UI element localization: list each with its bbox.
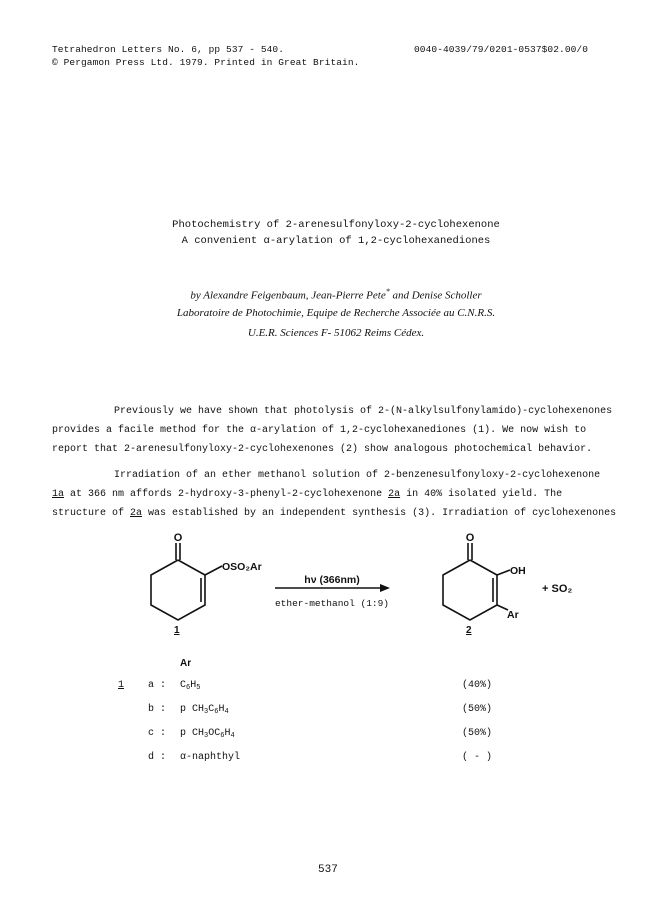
table-header-ar: Ar: [180, 658, 192, 669]
compound-label-1: 1: [174, 625, 180, 636]
text-span: was established by an independent synthesis (3). Irradiation of cyclohexenones: [142, 508, 617, 519]
paragraph-2-line-2: [52, 485, 562, 504]
aryl-label: Ar: [507, 609, 519, 621]
article-subtitle: A convenient α-arylation of 1,2-cyclohexanediones: [181, 235, 491, 247]
article-title: Photochemistry of 2-arenesulfonyloxy-2-cyclohexenone: [172, 219, 500, 231]
substituent-d: α-naphthyl: [180, 752, 241, 763]
so2-byproduct: + SO₂: [542, 583, 573, 595]
table-row: a :: [148, 680, 167, 691]
author-names: by Alexandre Feigenbaum, Jean-Pierre Pete: [190, 289, 386, 302]
compound-ref: 1a: [52, 489, 65, 500]
substituent-c: p $CH_3OC_6H_4$: [180, 728, 235, 740]
paragraph-2-line-3: [52, 504, 616, 523]
substituent-b: p $CH_3C_6H_4$: [180, 704, 229, 716]
journal-citation: Tetrahedron Letters No. 6, pp 537 - 540.: [52, 44, 285, 55]
text-span: structure of: [52, 508, 131, 519]
yield-d: ( - ): [462, 752, 493, 763]
table-row: d :: [148, 752, 167, 763]
table-row: c :: [148, 728, 167, 739]
compound-ref: 2a: [130, 508, 143, 519]
compound-ref: 2a: [388, 489, 401, 500]
yield-c: (50%): [462, 728, 493, 739]
affiliation-line-1: Laboratoire de Photochimie, Equipe de Recherche Associée au C.N.R.S.: [176, 307, 496, 319]
oxo-label-right: O: [465, 532, 475, 544]
paragraph-1-line-2: provides a facile method for the α-arylation of 1,2-cyclohexanediones (1). We now wish to: [52, 425, 587, 436]
text-span: in 40% isolated yield. The: [400, 489, 563, 500]
table-row: b :: [148, 704, 167, 715]
yield-b: (50%): [462, 704, 493, 715]
arrow-condition-bottom: ether-methanol (1:9): [274, 598, 390, 609]
table-compound-label: 1: [118, 680, 125, 691]
publisher-line: © Pergamon Press Ltd. 1979. Printed in Great Britain.: [52, 57, 360, 68]
arrow-condition-top: hν (366nm): [304, 574, 360, 586]
page-number: 537: [318, 864, 338, 876]
yield-a: (40%): [462, 680, 493, 691]
reaction-scheme: [0, 530, 672, 650]
corresponding-mark: *: [385, 287, 390, 296]
paragraph-2-line-1: Irradiation of an ether methanol solution of 2-benzenesulfonyloxy-2-cyclohexenone: [114, 470, 601, 481]
author-list: [0, 284, 672, 304]
substituent-a: $C_6H_5$: [180, 680, 201, 692]
paragraph-1-line-3: report that 2-arenesulfonyloxy-2-cyclohexenones (2) show analogous photochemical behavior.: [52, 444, 593, 455]
cyclohexenone-structure-1: [151, 543, 222, 620]
author-names-tail: and Denise Scholler: [389, 289, 482, 302]
compound-label-2: 2: [466, 625, 472, 636]
arrow-head: [380, 584, 390, 592]
affiliation-line-2: U.E.R. Sciences F- 51062 Reims Cédex.: [247, 327, 425, 339]
cyclohexenone-structure-2: [443, 543, 510, 620]
hydroxy-label: OH: [510, 565, 526, 577]
oso2ar-label: OSO₂Ar: [222, 561, 262, 573]
oxo-label-left: O: [173, 532, 183, 544]
paragraph-1-line-1: Previously we have shown that photolysis of 2-(N-alkylsulfonylamido)-cyclohexenones: [114, 406, 613, 417]
article-code: 0040-4039/79/0201-0537$02.00/0: [414, 44, 589, 55]
text-span: at 366 nm affords 2-hydroxy-3-phenyl-2-cyclohexenone: [64, 489, 389, 500]
